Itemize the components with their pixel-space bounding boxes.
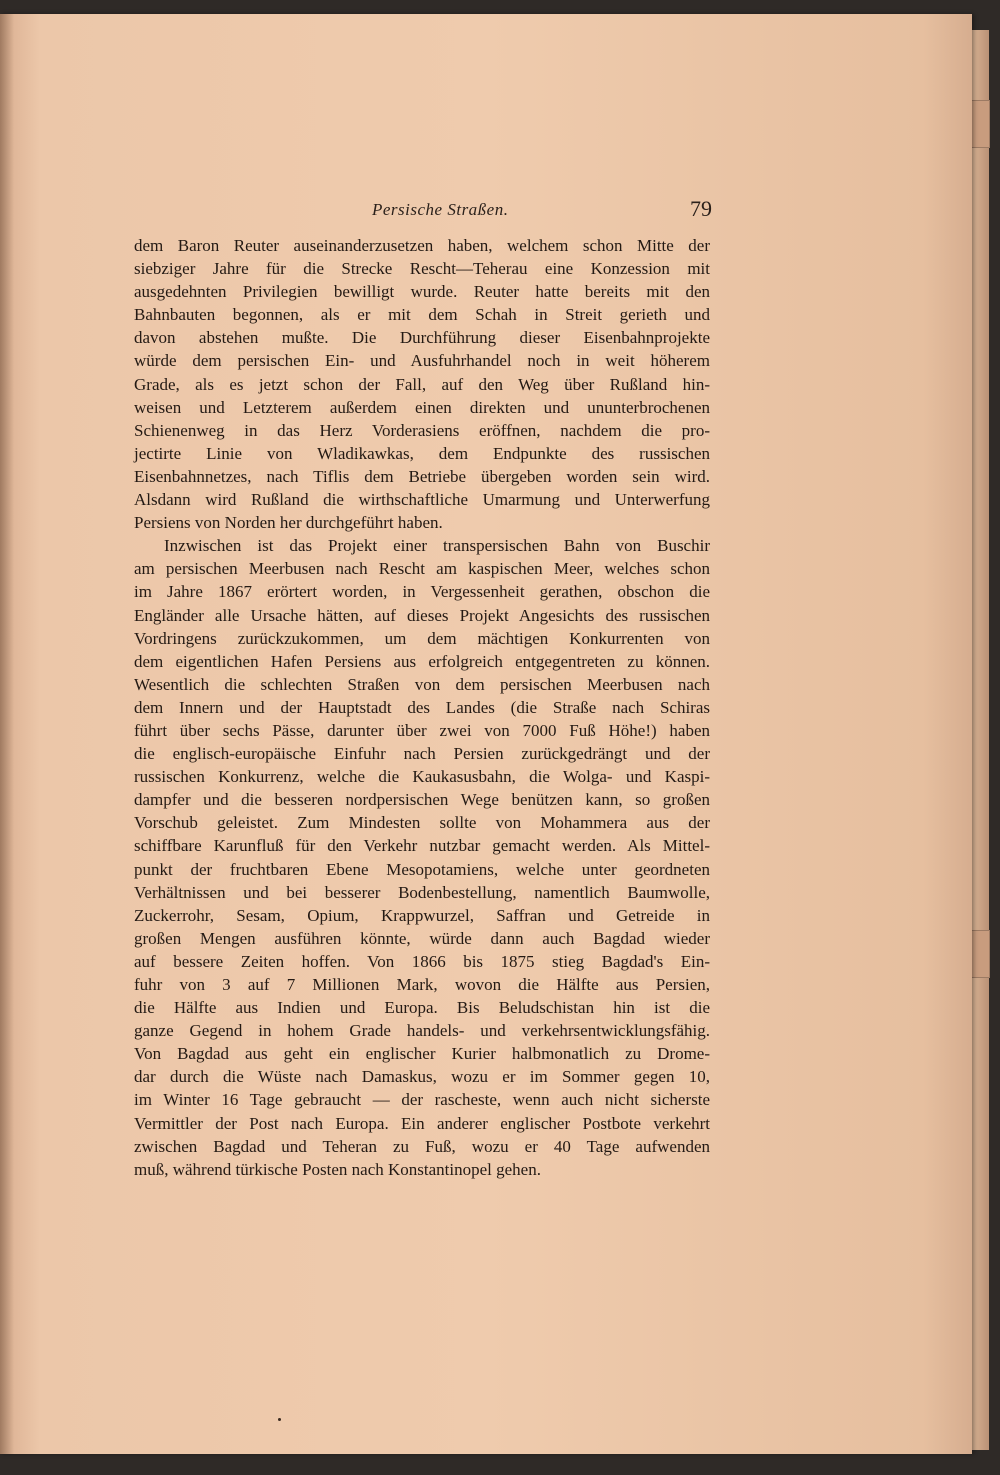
- text-line: Verhältnissen und bei besserer Bodenbestellung, namentlich Baumwolle,: [134, 882, 710, 902]
- text-line: im Winter 16 Tage gebraucht — der rascheste, wenn auch nicht sicherste: [134, 1090, 710, 1110]
- running-title: Persische Straßen.: [372, 200, 509, 219]
- text-line: dem Baron Reuter auseinanderzusetzen haben, welchem schon Mitte der: [134, 236, 710, 255]
- text-line: führt über sechs Pässe, darunter über zwei von 7000 Fuß Höhe!) haben: [134, 720, 710, 740]
- text-line: Vordringens zurückzukommen, um dem mächtigen Konkurrenten von: [134, 628, 710, 648]
- text-line: Schienenweg in das Herz Vorderasiens eröffnen, nachdem die pro-: [134, 420, 710, 440]
- text-line: russischen Konkurrenz, welche die Kaukasusbahn, die Wolga- und Kaspi-: [134, 767, 710, 787]
- gutter-shadow: [0, 14, 14, 1454]
- text-line: am persischen Meerbusen nach Rescht am kaspischen Meer, welches schon: [134, 559, 710, 579]
- text-line: Grade, als es jetzt schon der Fall, auf den Weg über Rußland hin-: [134, 374, 710, 394]
- text-line: Zuckerrohr, Sesam, Opium, Krappwurzel, Saffran und Getreide in: [134, 905, 710, 925]
- text-line: dar durch die Wüste nach Damaskus, wozu er im Sommer gegen 10,: [134, 1067, 710, 1087]
- text-line: jectirte Linie von Wladikawkas, dem Endpunkte des russischen: [134, 443, 710, 463]
- text-line: im Jahre 1867 erörtert worden, in Vergessenheit gerathen, obschon die: [134, 582, 710, 602]
- text-line: fuhr von 3 auf 7 Millionen Mark, wovon die Hälfte aus Persien,: [134, 975, 710, 994]
- text-line: auf bessere Zeiten hoffen. Von 1866 bis 1875 stieg Bagdad's Ein-: [134, 951, 710, 971]
- print-speck: [278, 1418, 281, 1421]
- text-line: siebziger Jahre für die Strecke Rescht—Teherau eine Konzession mit: [134, 259, 710, 279]
- text-line: dem Innern und der Hauptstadt des Landes (die Straße nach Schiras: [134, 697, 710, 717]
- text-line: davon abstehen mußte. Die Durchführung dieser Eisenbahnprojekte: [134, 328, 710, 348]
- text-line: Vorschub geleistet. Zum Mindesten sollte von Mohammera aus der: [134, 813, 710, 833]
- text-line: dampfer und die besseren nordpersischen Wege benützen kann, so großen: [134, 790, 710, 810]
- text-line: Persiens von Norden her durchgeführt haben.: [134, 513, 443, 533]
- text-line: Vermittler der Post nach Europa. Ein anderer englischer Postbote verkehrt: [134, 1113, 710, 1133]
- running-head: [0, 196, 972, 226]
- text-line: Eisenbahnnetzes, nach Tiflis dem Betriebe übergeben worden sein wird.: [134, 466, 710, 486]
- text-line: Inzwischen ist das Projekt einer transpersischen Bahn von Buschir: [164, 536, 710, 556]
- text-line: muß, während türkische Posten nach Konstantinopel gehen.: [134, 1159, 541, 1179]
- text-line: großen Mengen ausführen könnte, würde dann auch Bagdad wieder: [134, 928, 710, 948]
- text-line: Engländer alle Ursache hätten, auf dieses Projekt Angesichts des russischen: [134, 605, 710, 625]
- text-line: würde dem persischen Ein- und Ausfuhrhandel noch in weit höherem: [134, 351, 710, 371]
- text-line: ganze Gegend in hohem Grade handels- und verkehrsentwicklungsfähig.: [134, 1021, 710, 1041]
- body-text: [134, 234, 710, 1181]
- text-line: Wesentlich die schlechten Straßen von dem persischen Meerbusen nach: [134, 674, 710, 694]
- text-line: zwischen Bagdad und Teheran zu Fuß, wozu er 40 Tage aufwenden: [134, 1136, 710, 1156]
- text-line: Bahnbauten begonnen, als er mit dem Schah in Streit gerieth und: [134, 305, 710, 325]
- text-line: Von Bagdad aus geht ein englischer Kurier halbmonatlich zu Drome-: [134, 1044, 710, 1064]
- text-line: die Hälfte aus Indien und Europa. Bis Beludschistan hin ist die: [134, 998, 710, 1018]
- text-line: punkt der fruchtbaren Ebene Mesopotamiens, welche unter geordneten: [134, 859, 710, 879]
- text-line: Alsdann wird Rußland die wirthschaftliche Umarmung und Unterwerfung: [134, 490, 710, 510]
- text-line: dem eigentlichen Hafen Persiens aus erfolgreich entgegentreten zu können.: [134, 651, 710, 671]
- page-number: 79: [690, 196, 712, 221]
- text-line: ausgedehnten Privilegien bewilligt wurde. Reuter hatte bereits mit den: [134, 282, 710, 302]
- text-line: die englisch-europäische Einfuhr nach Persien zurückgedrängt und der: [134, 744, 710, 764]
- text-line: weisen und Letzterem außerdem einen direkten und ununterbrochenen: [134, 397, 710, 417]
- text-line: schiffbare Karunfluß für den Verkehr nutzbar gemacht werden. Als Mittel-: [134, 836, 710, 856]
